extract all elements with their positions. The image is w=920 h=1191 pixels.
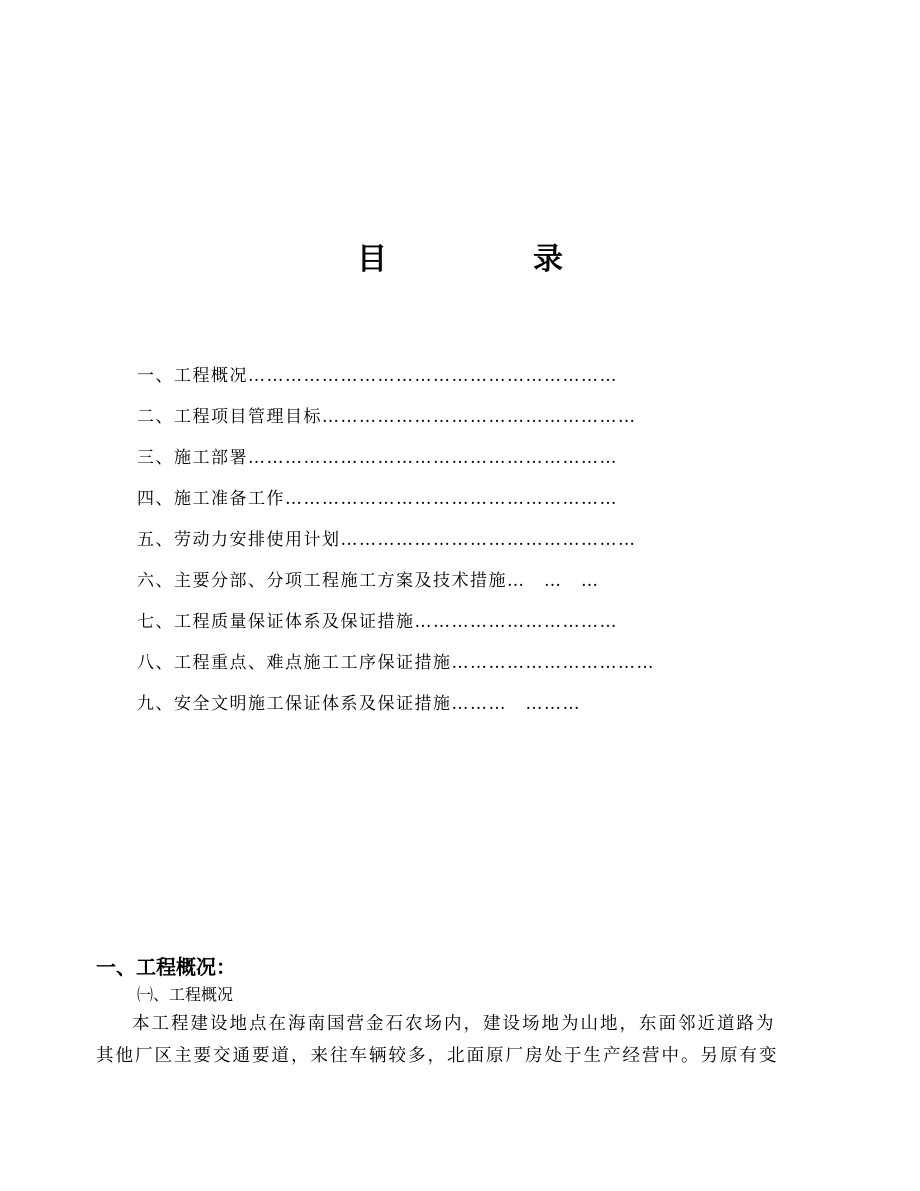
toc-title: 目 录 — [357, 242, 621, 277]
toc-item-leader: …………………………… — [414, 612, 618, 632]
toc-item[interactable] — [137, 649, 677, 690]
toc-item[interactable] — [137, 403, 677, 444]
toc-item[interactable] — [137, 362, 677, 403]
toc-item-label: 八、工程重点、难点施工工序保证措施 — [137, 653, 452, 673]
toc-item-label: 九、安全文明施工保证体系及保证措施 — [137, 694, 452, 714]
toc-item-label: 五、劳动力安排使用计划 — [137, 530, 341, 550]
toc-item[interactable] — [137, 690, 677, 731]
toc-item-label: 三、施工部署 — [137, 448, 248, 468]
toc-item-leader: … … … — [507, 571, 600, 591]
toc-item-leader: …………………………… — [451, 653, 655, 673]
section-heading: 一、工程概况： — [96, 955, 236, 979]
paragraph-line: 本工程建设地点在海南国营金石农场内，建设场地为山地，东面邻近道路为 — [132, 1014, 776, 1034]
toc-item[interactable] — [137, 608, 677, 649]
toc-item-leader: …………………………………………… — [322, 407, 637, 427]
toc-item-leader: ……… ……… — [451, 694, 581, 714]
subheading: ㈠、工程概况 — [137, 985, 234, 1004]
toc-item-label: 二、工程项目管理目标 — [137, 407, 322, 427]
toc-item[interactable] — [137, 526, 677, 567]
toc-item[interactable] — [137, 567, 677, 608]
toc-item[interactable] — [137, 444, 677, 485]
toc-item-leader: …………………………………………………… — [248, 448, 618, 468]
toc-item-label: 七、工程质量保证体系及保证措施 — [137, 612, 415, 632]
toc-item-label: 六、主要分部、分项工程施工方案及技术措施 — [137, 571, 507, 591]
toc-item-leader: ……………………………………………… — [285, 489, 618, 509]
toc-list — [137, 362, 677, 731]
toc-item-leader: ………………………………………… — [340, 530, 637, 550]
toc-item-label: 一、工程概况 — [137, 366, 248, 386]
toc-item-leader: …………………………………………………… — [248, 366, 618, 386]
toc-item[interactable] — [137, 485, 677, 526]
toc-item-label: 四、施工准备工作 — [137, 489, 285, 509]
paragraph-line: 其他厂区主要交通要道，来往车辆较多，北面原厂房处于生产经营中。另原有变 — [96, 1046, 779, 1066]
